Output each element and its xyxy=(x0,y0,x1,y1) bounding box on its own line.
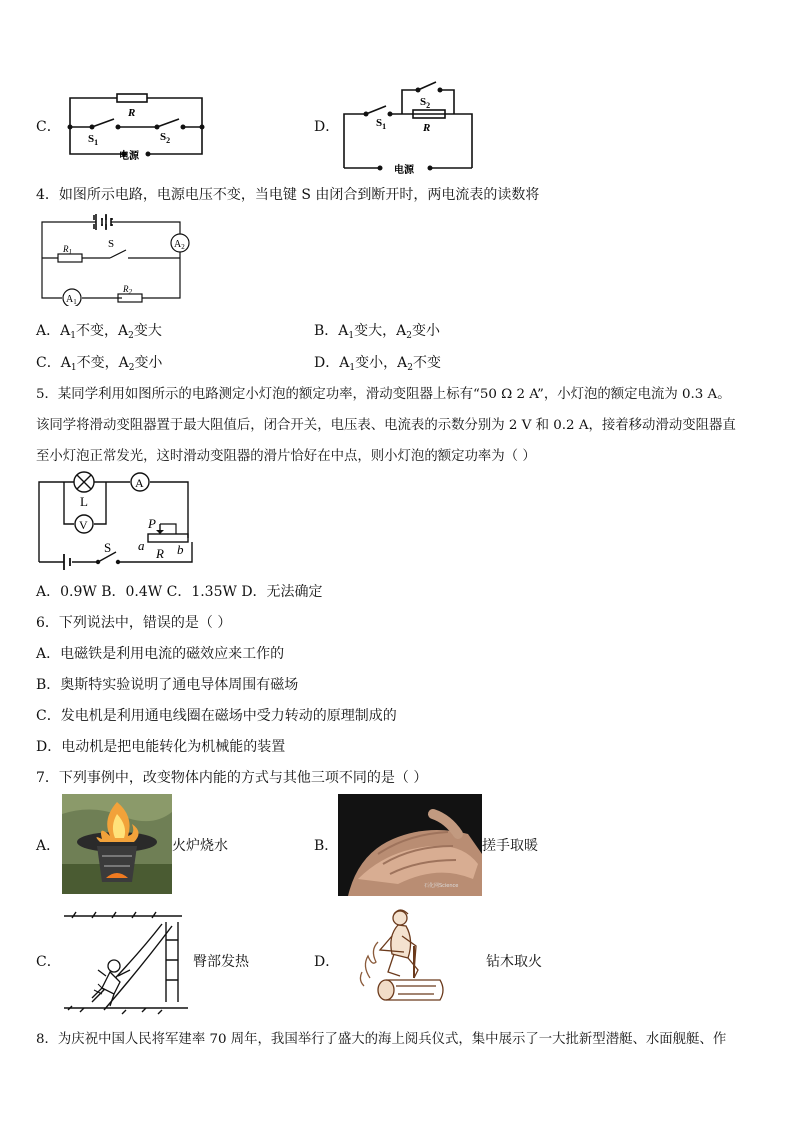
option-label: B． xyxy=(314,323,339,339)
stove-boiling-water-photo xyxy=(62,794,172,894)
ammeter-sub: 2 xyxy=(407,363,413,373)
switch2-sub: 2 xyxy=(166,136,171,145)
q5-stem-line2: 该同学将滑动变阻器置于最大阻值后，闭合开关，电压表、电流表的示数分别为 2 V 和 0.2 A，接着移动滑动变阻器直 xyxy=(36,418,736,433)
q7-option-d-caption: 钻木取火 xyxy=(486,954,542,970)
switch2-label: S xyxy=(160,131,167,143)
end-a-label: a xyxy=(138,538,145,553)
q6-option-a: A．电磁铁是利用电流的磁效应来工作的 xyxy=(36,646,285,662)
ammeter-label: A xyxy=(135,476,144,490)
r1-label: R xyxy=(63,244,69,254)
option-text: 不变， xyxy=(75,323,118,339)
q6-option-c: C．发电机是利用通电线圈在磁场中受力转动的原理制成的 xyxy=(36,708,397,724)
q6-option-b: B．奥斯特实验说明了通电导体周围有磁场 xyxy=(36,677,299,693)
svg-text:S1 xyxy=(376,117,386,131)
ammeter-symbol: A xyxy=(396,323,407,339)
svg-text:S1 xyxy=(88,133,98,147)
power-source-label: 电源 xyxy=(394,165,414,174)
ammeter1-sub: 1 xyxy=(73,298,77,306)
option-text: 变大， xyxy=(354,323,397,339)
ammeter-sub: 1 xyxy=(70,331,76,341)
ammeter-sub: 1 xyxy=(70,363,77,373)
q5-stem-line3: 至小灯泡正常发光，这时滑动变阻器的滑片恰好在中点，则小灯泡的额定功率为（ ） xyxy=(36,449,536,464)
ammeter-sub: 1 xyxy=(348,331,355,341)
resistor-label: R xyxy=(423,122,431,134)
ammeter-sub: 2 xyxy=(128,331,134,341)
ammeter-symbol: A xyxy=(339,355,350,371)
ammeter-symbol: A xyxy=(60,355,71,371)
ammeter-sub: 1 xyxy=(349,363,356,373)
rheostat-label: R xyxy=(156,546,164,561)
q7-option-c-caption: 臀部发热 xyxy=(193,954,249,970)
q4-stem: 4．如图所示电路，电源电压不变，当电键 S 由闭合到断开时，两电流表的读数将 xyxy=(36,187,540,203)
svg-text:S2 xyxy=(420,96,430,110)
drilling-wood-fire-illustration xyxy=(358,906,448,1006)
q6-stem: 6．下列说法中，错误的是（ ） xyxy=(36,615,232,631)
circuit-diagram-c xyxy=(62,92,210,164)
switch1-label: S xyxy=(376,117,383,129)
rubbing-hands-photo xyxy=(338,794,482,896)
option-text: 变小 xyxy=(134,355,163,371)
r1-sub: 1 xyxy=(68,248,72,256)
q7-option-a-label: A． xyxy=(36,838,61,854)
r2-sub: 2 xyxy=(128,288,132,296)
ammeter-sub: 2 xyxy=(128,363,135,373)
option-text: 变小 xyxy=(412,323,441,339)
q3-option-c-label: C． xyxy=(36,119,61,135)
q4-option-d xyxy=(314,354,441,377)
ammeter-symbol: A xyxy=(60,323,71,339)
ammeter-symbol: A xyxy=(397,355,408,371)
option-label: D． xyxy=(314,355,340,371)
end-b-label: b xyxy=(177,542,184,557)
option-text: 不变， xyxy=(76,355,119,371)
q4-option-c xyxy=(36,354,162,377)
slider-label: P xyxy=(148,516,156,531)
q3-option-d-label: D． xyxy=(314,119,340,135)
ammeter2-label: A xyxy=(174,239,182,250)
q4-circuit-diagram xyxy=(36,210,196,306)
ammeter2-sub: 2 xyxy=(181,243,185,251)
q7-option-d-label: D． xyxy=(314,954,340,970)
ammeter-sub: 2 xyxy=(406,331,413,341)
voltmeter-label: V xyxy=(79,518,88,532)
svg-text:A1 xyxy=(66,294,77,306)
switch1-sub: 1 xyxy=(382,122,387,131)
ammeter-symbol: A xyxy=(117,323,129,339)
ammeter1-label: A xyxy=(66,294,74,305)
option-label: A． xyxy=(36,323,61,339)
q7-option-c-label: C． xyxy=(36,954,61,970)
ammeter-symbol: A xyxy=(338,323,349,339)
option-label: C． xyxy=(36,355,61,371)
q7-option-a-caption: 火炉烧水 xyxy=(172,838,228,854)
power-source-label: 电源 xyxy=(119,151,139,162)
q6-option-d: D．电动机是把电能转化为机械能的装置 xyxy=(36,739,286,755)
resistor-label: R xyxy=(128,107,136,119)
q4-option-b xyxy=(314,322,440,345)
q8-stem: 8．为庆祝中国人民将军建率 70 周年，我国举行了盛大的海上阅兵仪式，集中展示了一大批新型潜艇、水面舰艇、作 xyxy=(36,1032,727,1047)
svg-text:S2 xyxy=(160,131,170,145)
q5-stem-line1: 5．某同学利用如图所示的电路测定小灯泡的额定功率，滑动变阻器上标有“50 Ω 2 A”，小灯泡的额定电流为 0.3 A。 xyxy=(36,387,731,402)
ammeter-symbol: A xyxy=(118,355,129,371)
circuit-diagram-d xyxy=(340,76,480,174)
option-text: 变小， xyxy=(355,355,398,371)
r2-label: R xyxy=(123,284,129,294)
q5-circuit-diagram xyxy=(36,470,196,570)
switch2-sub: 2 xyxy=(426,101,431,110)
svg-text:A2 xyxy=(174,239,185,251)
switch1-label: S xyxy=(88,133,95,145)
switch1-sub: 1 xyxy=(94,138,99,147)
switch-label: S xyxy=(108,238,115,250)
q7-stem: 7．下列事例中，改变物体内能的方式与其他三项不同的是（ ） xyxy=(36,770,428,786)
switch-label: S xyxy=(104,540,112,555)
switch2-label: S xyxy=(420,96,427,108)
option-text: 变大 xyxy=(133,323,162,339)
q4-option-a xyxy=(36,322,162,345)
q7-option-b-caption: 搓手取暖 xyxy=(482,838,538,854)
q5-options: A．0.9W B．0.4W C．1.35W D．无法确定 xyxy=(36,584,323,600)
lamp-label: L xyxy=(80,494,88,509)
watermark: 石化网Science xyxy=(424,883,459,889)
q7-option-b-label: B． xyxy=(314,838,339,854)
slide-illustration xyxy=(62,910,190,1016)
option-text: 不变 xyxy=(412,355,441,371)
